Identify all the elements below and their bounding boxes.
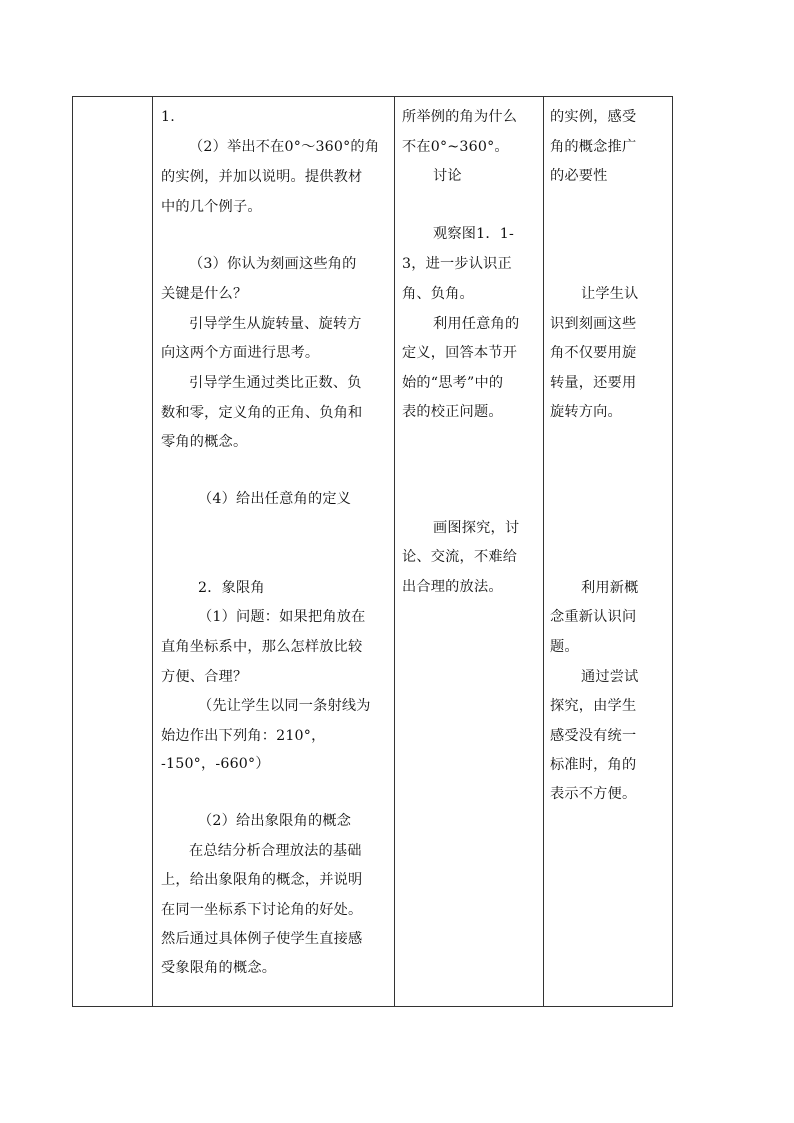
text-line: 识到刻画这些: [550, 316, 637, 332]
text-line: 始的“思考”中的: [402, 375, 504, 391]
teaching-process-cell: [153, 97, 395, 1007]
text-line: 利用任意角的: [433, 316, 520, 332]
text-line: -150°，-660°）: [161, 756, 270, 772]
text-line: 通过尝试: [581, 669, 639, 685]
text-line: （1）问题：如果把角放在: [198, 609, 366, 625]
text-line: 出合理的放法。: [402, 579, 503, 595]
text-line: 零角的概念。: [161, 434, 248, 450]
text-line: 中的几个例子。: [161, 199, 262, 215]
text-line: 论、交流，不难给: [402, 549, 518, 565]
text-line: 角不仅要用旋: [550, 345, 637, 361]
text-line: 的必要性: [550, 168, 608, 184]
text-line: 2．象限角: [198, 580, 265, 596]
text-line: 念重新认识问: [550, 609, 637, 625]
design-intent-cell: [544, 97, 673, 1007]
text-line: 在同一坐标系下讨论角的好处。: [161, 902, 363, 918]
text-line: 上，给出象限角的概念，并说明: [161, 872, 363, 888]
text-line: 直角坐标系中，那么怎样放比较: [161, 639, 363, 655]
table-row: [73, 97, 673, 1007]
text-line: 表示不方便。: [550, 786, 637, 802]
text-line: 引导学生从旋转量、旋转方: [189, 316, 362, 332]
text-line: 让学生认: [581, 286, 639, 302]
text-line: 讨论: [433, 168, 462, 184]
text-line: 数和零，定义角的正角、负角和: [161, 405, 363, 421]
text-line: （2）举出不在0°～360°的角: [189, 139, 380, 155]
text-line: （先让学生以同一条射线为: [198, 698, 371, 714]
text-line: 1.: [161, 109, 175, 125]
text-line: 角、负角。: [402, 286, 474, 302]
text-line: 所举例的角为什么: [402, 109, 518, 125]
text-line: 不在0°~360°。: [402, 139, 509, 155]
text-line: 的实例，感受: [550, 109, 637, 125]
text-line: 利用新概: [581, 580, 639, 596]
text-line: 3，进一步认识正: [402, 256, 512, 272]
text-line: 的实例，并加以说明。提供教材: [161, 169, 363, 185]
text-line: 角的概念推广: [550, 139, 637, 155]
text-line: 向这两个方面进行思考。: [161, 345, 320, 361]
text-line: 旋转方向。: [550, 404, 622, 420]
text-line: 引导学生通过类比正数、负: [189, 375, 362, 391]
text-line: 表的校正问题。: [402, 404, 503, 420]
text-line: 转量，还要用: [550, 375, 637, 391]
text-line: 方便、合理？: [161, 669, 248, 685]
text-line: （3）你认为刻画这些角的: [189, 256, 357, 272]
text-line: 画图探究，讨: [433, 520, 520, 536]
text-line: （2）给出象限角的概念: [198, 813, 352, 829]
text-line: 在总结分析合理放法的基础: [189, 843, 362, 859]
text-line: 然后通过具体例子使学生直接感: [161, 931, 363, 947]
text-line: 标准时，角的: [550, 757, 637, 773]
text-line: 定义，回答本节开: [402, 345, 518, 361]
lesson-plan-table: [72, 96, 673, 1007]
empty-column-cell: [73, 97, 153, 1007]
text-line: 感受没有统一: [550, 728, 637, 744]
student-activity-cell: [395, 97, 544, 1007]
text-line: 题。: [550, 639, 579, 655]
text-line: 观察图1．1-: [433, 226, 514, 242]
text-line: 探究，由学生: [550, 698, 637, 714]
text-line: 受象限角的概念。: [161, 960, 277, 976]
text-line: 关键是什么？: [161, 286, 248, 302]
text-line: （4）给出任意角的定义: [198, 491, 352, 507]
text-line: 始边作出下列角：210°，: [161, 728, 326, 744]
